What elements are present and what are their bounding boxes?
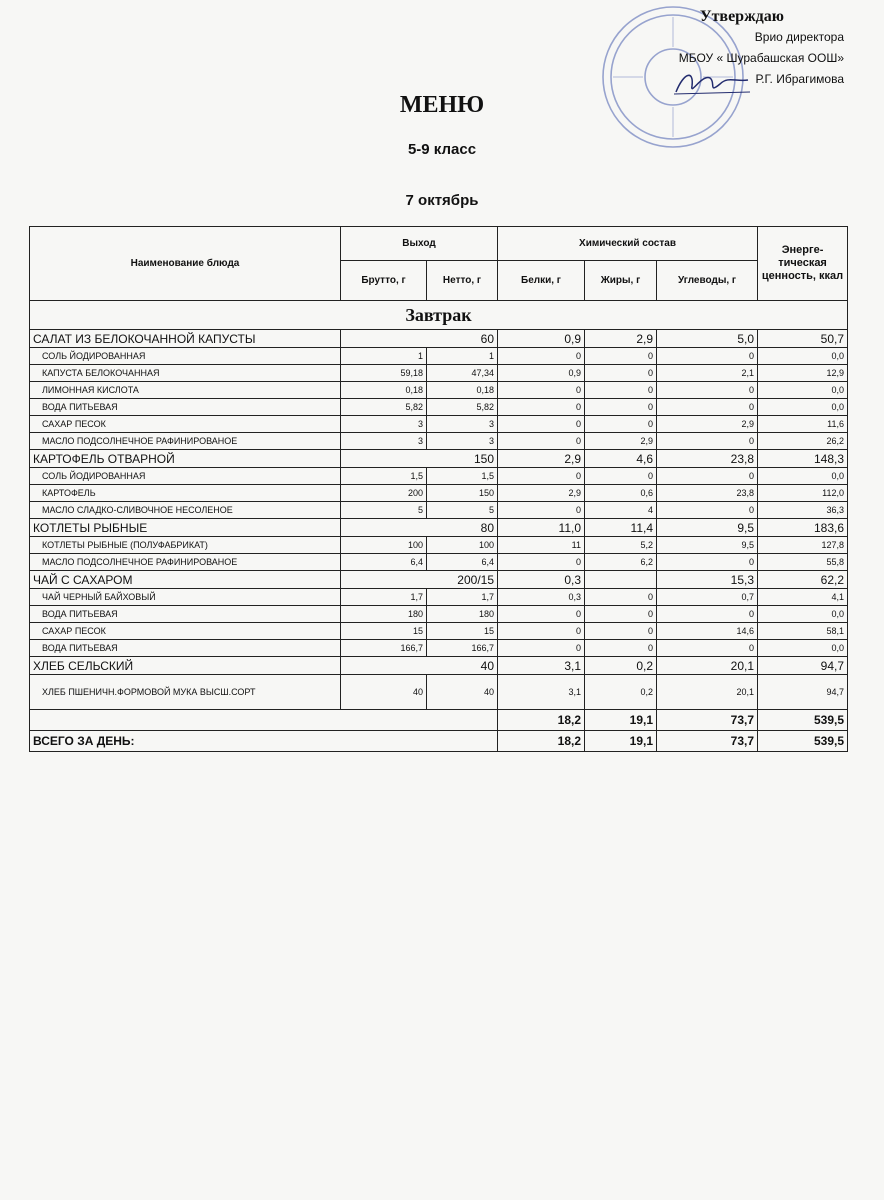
energy-cell: 0,0 bbox=[758, 468, 848, 485]
meal-label: Завтрак bbox=[30, 301, 848, 330]
protein-cell: 0 bbox=[498, 640, 585, 657]
protein-cell: 3,1 bbox=[498, 657, 585, 675]
protein-cell: 0 bbox=[498, 554, 585, 571]
fat-cell: 0 bbox=[585, 640, 657, 657]
energy-cell: 50,7 bbox=[758, 330, 848, 348]
fat-cell: 6,2 bbox=[585, 554, 657, 571]
ingredient-name: МАСЛО ПОДСОЛНЕЧНОЕ РАФИНИРОВАНОЕ bbox=[30, 554, 341, 571]
protein-cell: 3,1 bbox=[498, 675, 585, 710]
protein-cell: 2,9 bbox=[498, 485, 585, 502]
ingredient-gross: 59,18 bbox=[341, 365, 427, 382]
subtotal-fat: 19,1 bbox=[585, 710, 657, 731]
carbs-cell: 20,1 bbox=[657, 657, 758, 675]
total-energy: 539,5 bbox=[758, 731, 848, 752]
ingredient-row bbox=[30, 348, 848, 365]
ingredient-row bbox=[30, 675, 848, 710]
energy-cell: 26,2 bbox=[758, 433, 848, 450]
col-carbs-header: Углеводы, г bbox=[657, 261, 758, 301]
carbs-cell: 0 bbox=[657, 640, 758, 657]
energy-cell: 12,9 bbox=[758, 365, 848, 382]
carbs-cell: 0 bbox=[657, 433, 758, 450]
fat-cell bbox=[585, 571, 657, 589]
meal-row bbox=[30, 301, 848, 330]
fat-cell: 0,2 bbox=[585, 657, 657, 675]
dish-name: КАРТОФЕЛЬ ОТВАРНОЙ bbox=[30, 450, 341, 468]
ingredient-net: 5,82 bbox=[427, 399, 498, 416]
protein-cell: 2,9 bbox=[498, 450, 585, 468]
ingredient-gross: 40 bbox=[341, 675, 427, 710]
ingredient-net: 3 bbox=[427, 433, 498, 450]
ingredient-gross: 1,5 bbox=[341, 468, 427, 485]
ingredient-gross: 5 bbox=[341, 502, 427, 519]
ingredient-net: 3 bbox=[427, 416, 498, 433]
energy-cell: 112,0 bbox=[758, 485, 848, 502]
ingredient-net: 5 bbox=[427, 502, 498, 519]
ingredient-row bbox=[30, 433, 848, 450]
fat-cell: 0 bbox=[585, 606, 657, 623]
fat-cell: 2,9 bbox=[585, 433, 657, 450]
protein-cell: 0 bbox=[498, 606, 585, 623]
ingredient-net: 100 bbox=[427, 537, 498, 554]
carbs-cell: 23,8 bbox=[657, 485, 758, 502]
dish-name: ХЛЕБ СЕЛЬСКИЙ bbox=[30, 657, 341, 675]
dish-row bbox=[30, 571, 848, 589]
ingredient-row bbox=[30, 623, 848, 640]
protein-cell: 0 bbox=[498, 502, 585, 519]
total-fat: 19,1 bbox=[585, 731, 657, 752]
ingredient-row bbox=[30, 382, 848, 399]
fat-cell: 0 bbox=[585, 416, 657, 433]
ingredient-gross: 6,4 bbox=[341, 554, 427, 571]
approval-org: МБОУ « Шурабашская ООШ» bbox=[678, 51, 844, 65]
energy-cell: 94,7 bbox=[758, 675, 848, 710]
carbs-cell: 0 bbox=[657, 502, 758, 519]
ingredient-net: 1,5 bbox=[427, 468, 498, 485]
fat-cell: 0 bbox=[585, 468, 657, 485]
fat-cell: 4 bbox=[585, 502, 657, 519]
fat-cell: 0 bbox=[585, 348, 657, 365]
fat-cell: 11,4 bbox=[585, 519, 657, 537]
ingredient-row bbox=[30, 537, 848, 554]
ingredient-name: ВОДА ПИТЬЕВАЯ bbox=[30, 399, 341, 416]
energy-cell: 0,0 bbox=[758, 348, 848, 365]
ingredient-gross: 0,18 bbox=[341, 382, 427, 399]
menu-table bbox=[29, 226, 848, 752]
carbs-cell: 0 bbox=[657, 468, 758, 485]
protein-cell: 0,9 bbox=[498, 365, 585, 382]
total-row bbox=[30, 731, 848, 752]
subtotal-row bbox=[30, 710, 848, 731]
ingredient-gross: 3 bbox=[341, 416, 427, 433]
ingredient-row bbox=[30, 416, 848, 433]
ingredient-name: КОТЛЕТЫ РЫБНЫЕ (ПОЛУФАБРИКАТ) bbox=[30, 537, 341, 554]
ingredient-row bbox=[30, 554, 848, 571]
ingredient-name: ЛИМОННАЯ КИСЛОТА bbox=[30, 382, 341, 399]
ingredient-name: КАПУСТА БЕЛОКОЧАННАЯ bbox=[30, 365, 341, 382]
carbs-cell: 2,1 bbox=[657, 365, 758, 382]
fat-cell: 0,2 bbox=[585, 675, 657, 710]
ingredient-name: ВОДА ПИТЬЕВАЯ bbox=[30, 606, 341, 623]
dish-name: КОТЛЕТЫ РЫБНЫЕ bbox=[30, 519, 341, 537]
ingredient-name: СОЛЬ ЙОДИРОВАННАЯ bbox=[30, 468, 341, 485]
fat-cell: 0 bbox=[585, 589, 657, 606]
ingredient-row bbox=[30, 502, 848, 519]
energy-cell: 183,6 bbox=[758, 519, 848, 537]
col-gross-header: Брутто, г bbox=[341, 261, 427, 301]
carbs-cell: 2,9 bbox=[657, 416, 758, 433]
ingredient-net: 15 bbox=[427, 623, 498, 640]
ingredient-gross: 15 bbox=[341, 623, 427, 640]
energy-cell: 36,3 bbox=[758, 502, 848, 519]
ingredient-row bbox=[30, 640, 848, 657]
energy-cell: 58,1 bbox=[758, 623, 848, 640]
ingredient-net: 166,7 bbox=[427, 640, 498, 657]
subtotal-protein: 18,2 bbox=[498, 710, 585, 731]
carbs-cell: 0 bbox=[657, 382, 758, 399]
total-carbs: 73,7 bbox=[657, 731, 758, 752]
dish-yield: 40 bbox=[341, 657, 498, 675]
ingredient-name: КАРТОФЕЛЬ bbox=[30, 485, 341, 502]
subtotal-energy: 539,5 bbox=[758, 710, 848, 731]
ingredient-name: МАСЛО СЛАДКО-СЛИВОЧНОЕ НЕСОЛЕНОЕ bbox=[30, 502, 341, 519]
ingredient-gross: 5,82 bbox=[341, 399, 427, 416]
menu-body bbox=[30, 301, 848, 710]
ingredient-net: 180 bbox=[427, 606, 498, 623]
ingredient-row bbox=[30, 589, 848, 606]
carbs-cell: 9,5 bbox=[657, 537, 758, 554]
ingredient-name: ВОДА ПИТЬЕВАЯ bbox=[30, 640, 341, 657]
fat-cell: 5,2 bbox=[585, 537, 657, 554]
carbs-cell: 0 bbox=[657, 606, 758, 623]
ingredient-gross: 200 bbox=[341, 485, 427, 502]
ingredient-net: 150 bbox=[427, 485, 498, 502]
ingredient-gross: 3 bbox=[341, 433, 427, 450]
protein-cell: 0 bbox=[498, 468, 585, 485]
fat-cell: 4,6 bbox=[585, 450, 657, 468]
ingredient-gross: 166,7 bbox=[341, 640, 427, 657]
ingredient-row bbox=[30, 606, 848, 623]
dish-row bbox=[30, 450, 848, 468]
ingredient-net: 47,34 bbox=[427, 365, 498, 382]
total-label: ВСЕГО ЗА ДЕНЬ: bbox=[30, 731, 498, 752]
ingredient-name: САХАР ПЕСОК bbox=[30, 416, 341, 433]
ingredient-row bbox=[30, 365, 848, 382]
fat-cell: 0 bbox=[585, 365, 657, 382]
energy-cell: 94,7 bbox=[758, 657, 848, 675]
ingredient-name: МАСЛО ПОДСОЛНЕЧНОЕ РАФИНИРОВАНОЕ bbox=[30, 433, 341, 450]
protein-cell: 0,3 bbox=[498, 571, 585, 589]
protein-cell: 0 bbox=[498, 399, 585, 416]
protein-cell: 0 bbox=[498, 382, 585, 399]
ingredient-net: 1,7 bbox=[427, 589, 498, 606]
col-protein-header: Белки, г bbox=[498, 261, 585, 301]
dish-row bbox=[30, 330, 848, 348]
carbs-cell: 20,1 bbox=[657, 675, 758, 710]
carbs-cell: 23,8 bbox=[657, 450, 758, 468]
col-energy-header: Энерге-тическая ценность, ккал bbox=[758, 227, 848, 301]
ingredient-net: 6,4 bbox=[427, 554, 498, 571]
col-fat-header: Жиры, г bbox=[585, 261, 657, 301]
energy-cell: 0,0 bbox=[758, 606, 848, 623]
protein-cell: 0 bbox=[498, 433, 585, 450]
approval-title: Утверждаю bbox=[699, 8, 784, 25]
carbs-cell: 0 bbox=[657, 399, 758, 416]
approval-block bbox=[679, 6, 844, 90]
ingredient-name: ХЛЕБ ПШЕНИЧН.ФОРМОВОЙ МУКА ВЫСШ.СОРТ bbox=[30, 675, 341, 710]
dish-yield: 60 bbox=[341, 330, 498, 348]
carbs-cell: 9,5 bbox=[657, 519, 758, 537]
energy-cell: 127,8 bbox=[758, 537, 848, 554]
carbs-cell: 14,6 bbox=[657, 623, 758, 640]
carbs-cell: 0,7 bbox=[657, 589, 758, 606]
ingredient-gross: 1 bbox=[341, 348, 427, 365]
energy-cell: 0,0 bbox=[758, 382, 848, 399]
energy-cell: 0,0 bbox=[758, 399, 848, 416]
ingredient-gross: 180 bbox=[341, 606, 427, 623]
carbs-cell: 0 bbox=[657, 554, 758, 571]
menu-table-wrapper bbox=[29, 226, 847, 752]
ingredient-gross: 100 bbox=[341, 537, 427, 554]
energy-cell: 4,1 bbox=[758, 589, 848, 606]
energy-cell: 11,6 bbox=[758, 416, 848, 433]
protein-cell: 0,3 bbox=[498, 589, 585, 606]
energy-cell: 148,3 bbox=[758, 450, 848, 468]
protein-cell: 0 bbox=[498, 348, 585, 365]
dish-name: САЛАТ ИЗ БЕЛОКОЧАННОЙ КАПУСТЫ bbox=[30, 330, 341, 348]
col-chem-header: Химический состав bbox=[498, 227, 758, 261]
dish-yield: 80 bbox=[341, 519, 498, 537]
fat-cell: 0 bbox=[585, 399, 657, 416]
carbs-cell: 0 bbox=[657, 348, 758, 365]
fat-cell: 2,9 bbox=[585, 330, 657, 348]
dish-row bbox=[30, 519, 848, 537]
ingredient-gross: 1,7 bbox=[341, 589, 427, 606]
dish-yield: 200/15 bbox=[341, 571, 498, 589]
ingredient-row bbox=[30, 399, 848, 416]
subtotal-carbs: 73,7 bbox=[657, 710, 758, 731]
protein-cell: 0,9 bbox=[498, 330, 585, 348]
ingredient-name: ЧАЙ ЧЕРНЫЙ БАЙХОВЫЙ bbox=[30, 589, 341, 606]
col-yield-header: Выход bbox=[341, 227, 498, 261]
ingredient-row bbox=[30, 468, 848, 485]
ingredient-name: САХАР ПЕСОК bbox=[30, 623, 341, 640]
ingredient-net: 0,18 bbox=[427, 382, 498, 399]
date-label: 7 октябрь bbox=[405, 192, 479, 209]
protein-cell: 0 bbox=[498, 623, 585, 640]
energy-cell: 62,2 bbox=[758, 571, 848, 589]
ingredient-row bbox=[30, 485, 848, 502]
col-dish-header: Наименование блюда bbox=[30, 227, 341, 301]
approval-name: Р.Г. Ибрагимова bbox=[755, 72, 844, 86]
ingredient-name: СОЛЬ ЙОДИРОВАННАЯ bbox=[30, 348, 341, 365]
protein-cell: 11 bbox=[498, 537, 585, 554]
energy-cell: 0,0 bbox=[758, 640, 848, 657]
fat-cell: 0 bbox=[585, 382, 657, 399]
dish-row bbox=[30, 657, 848, 675]
dish-name: ЧАЙ С САХАРОМ bbox=[30, 571, 341, 589]
page-title: МЕНЮ bbox=[399, 92, 485, 118]
energy-cell: 55,8 bbox=[758, 554, 848, 571]
ingredient-net: 40 bbox=[427, 675, 498, 710]
protein-cell: 11,0 bbox=[498, 519, 585, 537]
ingredient-net: 1 bbox=[427, 348, 498, 365]
grade-label: 5-9 класс bbox=[407, 141, 477, 158]
carbs-cell: 5,0 bbox=[657, 330, 758, 348]
col-net-header: Нетто, г bbox=[427, 261, 498, 301]
fat-cell: 0,6 bbox=[585, 485, 657, 502]
approval-position: Врио директора bbox=[754, 30, 844, 44]
dish-yield: 150 bbox=[341, 450, 498, 468]
protein-cell: 0 bbox=[498, 416, 585, 433]
total-protein: 18,2 bbox=[498, 731, 585, 752]
carbs-cell: 15,3 bbox=[657, 571, 758, 589]
fat-cell: 0 bbox=[585, 623, 657, 640]
subtotal-spacer bbox=[30, 710, 498, 731]
